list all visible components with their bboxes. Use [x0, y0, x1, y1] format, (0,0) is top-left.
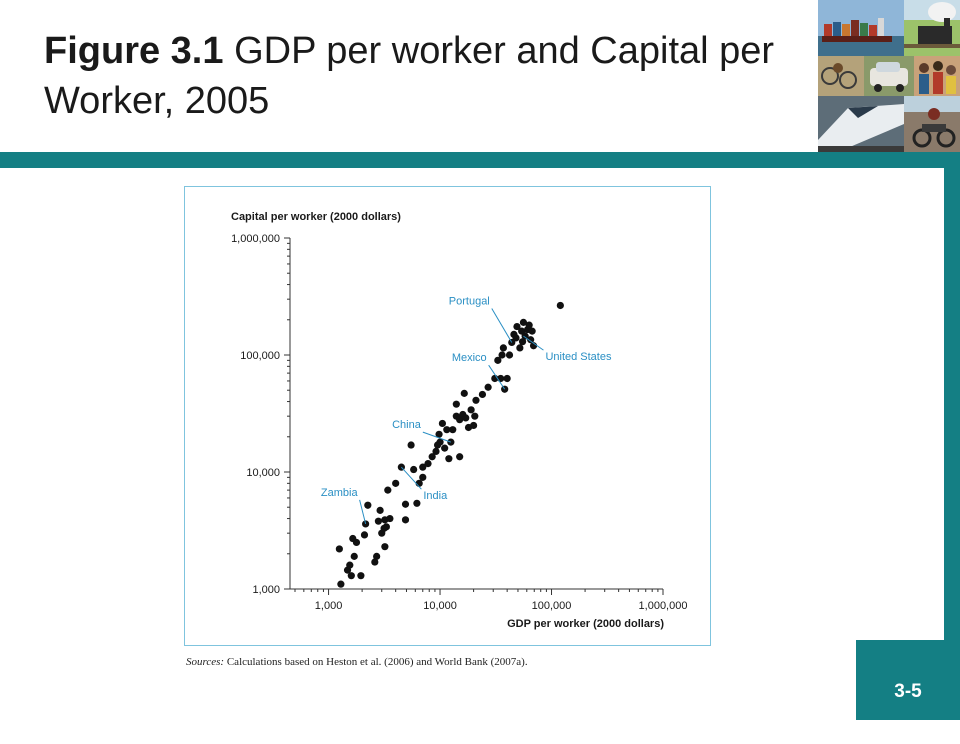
data-point — [357, 572, 364, 579]
data-point — [456, 453, 463, 460]
data-point — [512, 334, 519, 341]
country-annotations — [321, 295, 612, 523]
header-divider-bar — [0, 152, 960, 168]
data-point — [349, 535, 356, 542]
car-icon — [864, 56, 914, 96]
y-axis-label: Capital per worker (2000 dollars) — [231, 211, 401, 223]
data-point — [471, 413, 478, 420]
y-tick-label: 100,000 — [240, 350, 280, 362]
bicycles-icon — [818, 56, 864, 96]
photo-collage — [818, 0, 960, 152]
y-tick-label: 10,000 — [246, 467, 280, 479]
data-point — [361, 531, 368, 538]
data-point — [449, 426, 456, 433]
data-point — [381, 543, 388, 550]
data-point — [337, 581, 344, 588]
data-point — [453, 401, 460, 408]
data-point — [413, 500, 420, 507]
annotation-label: United States — [545, 351, 612, 364]
data-point — [472, 397, 479, 404]
data-point — [402, 501, 409, 508]
data-point — [485, 384, 492, 391]
data-point — [479, 391, 486, 398]
data-point — [462, 414, 469, 421]
data-points — [336, 302, 564, 588]
data-point — [498, 351, 505, 358]
data-point — [402, 516, 409, 523]
data-point — [461, 390, 468, 397]
data-point — [506, 351, 513, 358]
data-point — [377, 507, 384, 514]
source-note — [186, 656, 746, 668]
data-point — [384, 487, 391, 494]
data-point — [557, 302, 564, 309]
data-point — [336, 545, 343, 552]
data-point — [381, 525, 388, 532]
slide-title — [44, 26, 814, 126]
annotation-label: China — [392, 419, 421, 432]
data-point — [373, 553, 380, 560]
y-tick-label: 1,000 — [252, 584, 280, 596]
scatter-chart — [185, 187, 710, 645]
x-tick-label: 100,000 — [531, 600, 572, 612]
data-point — [516, 344, 523, 351]
data-point — [468, 406, 475, 413]
data-point — [375, 518, 382, 525]
x-tick-label: 10,000 — [423, 600, 457, 612]
data-point — [441, 445, 448, 452]
data-point — [419, 464, 426, 471]
data-point — [346, 562, 353, 569]
x-axis-label: GDP per worker (2000 dollars) — [507, 618, 664, 630]
page-number: 3-5 — [894, 681, 922, 702]
data-point — [500, 344, 507, 351]
annotation-label: Mexico — [451, 352, 487, 365]
x-tick-label: 1,000 — [314, 600, 343, 612]
crowd-icon — [914, 56, 960, 96]
data-point — [529, 328, 536, 335]
x-tick-label: 1,000,000 — [638, 600, 688, 612]
bullet-train-icon — [818, 96, 904, 152]
source-text: Calculations based on Heston et al. (2006) and World Bank (2007a). — [226, 656, 528, 668]
data-point — [407, 441, 414, 448]
annotation-leader — [492, 308, 512, 342]
data-point — [348, 572, 355, 579]
data-point — [419, 474, 426, 481]
data-point — [497, 375, 504, 382]
data-point — [392, 480, 399, 487]
data-point — [504, 375, 511, 382]
data-point — [432, 448, 439, 455]
data-point — [386, 515, 393, 522]
motorcycle-icon — [904, 96, 960, 152]
data-point — [470, 422, 477, 429]
annotation-label: Zambia — [320, 486, 358, 499]
right-edge-bar — [944, 152, 960, 720]
y-tick-label: 1,000,000 — [231, 233, 280, 245]
data-point — [410, 466, 417, 473]
container-ship-icon — [818, 0, 904, 56]
data-point — [351, 553, 358, 560]
annotation-label: Portugal — [448, 295, 490, 308]
source-label: Sources: — [186, 656, 225, 668]
figure-number: Figure 3.1 — [44, 30, 224, 72]
data-point — [445, 455, 452, 462]
figure-title: GDP per worker and Capital per Worker, 2005 — [44, 30, 775, 122]
annotation-label: India — [423, 490, 448, 503]
data-point — [439, 420, 446, 427]
steam-train-icon — [904, 0, 960, 56]
data-point — [364, 502, 371, 509]
chart-frame — [184, 186, 711, 646]
